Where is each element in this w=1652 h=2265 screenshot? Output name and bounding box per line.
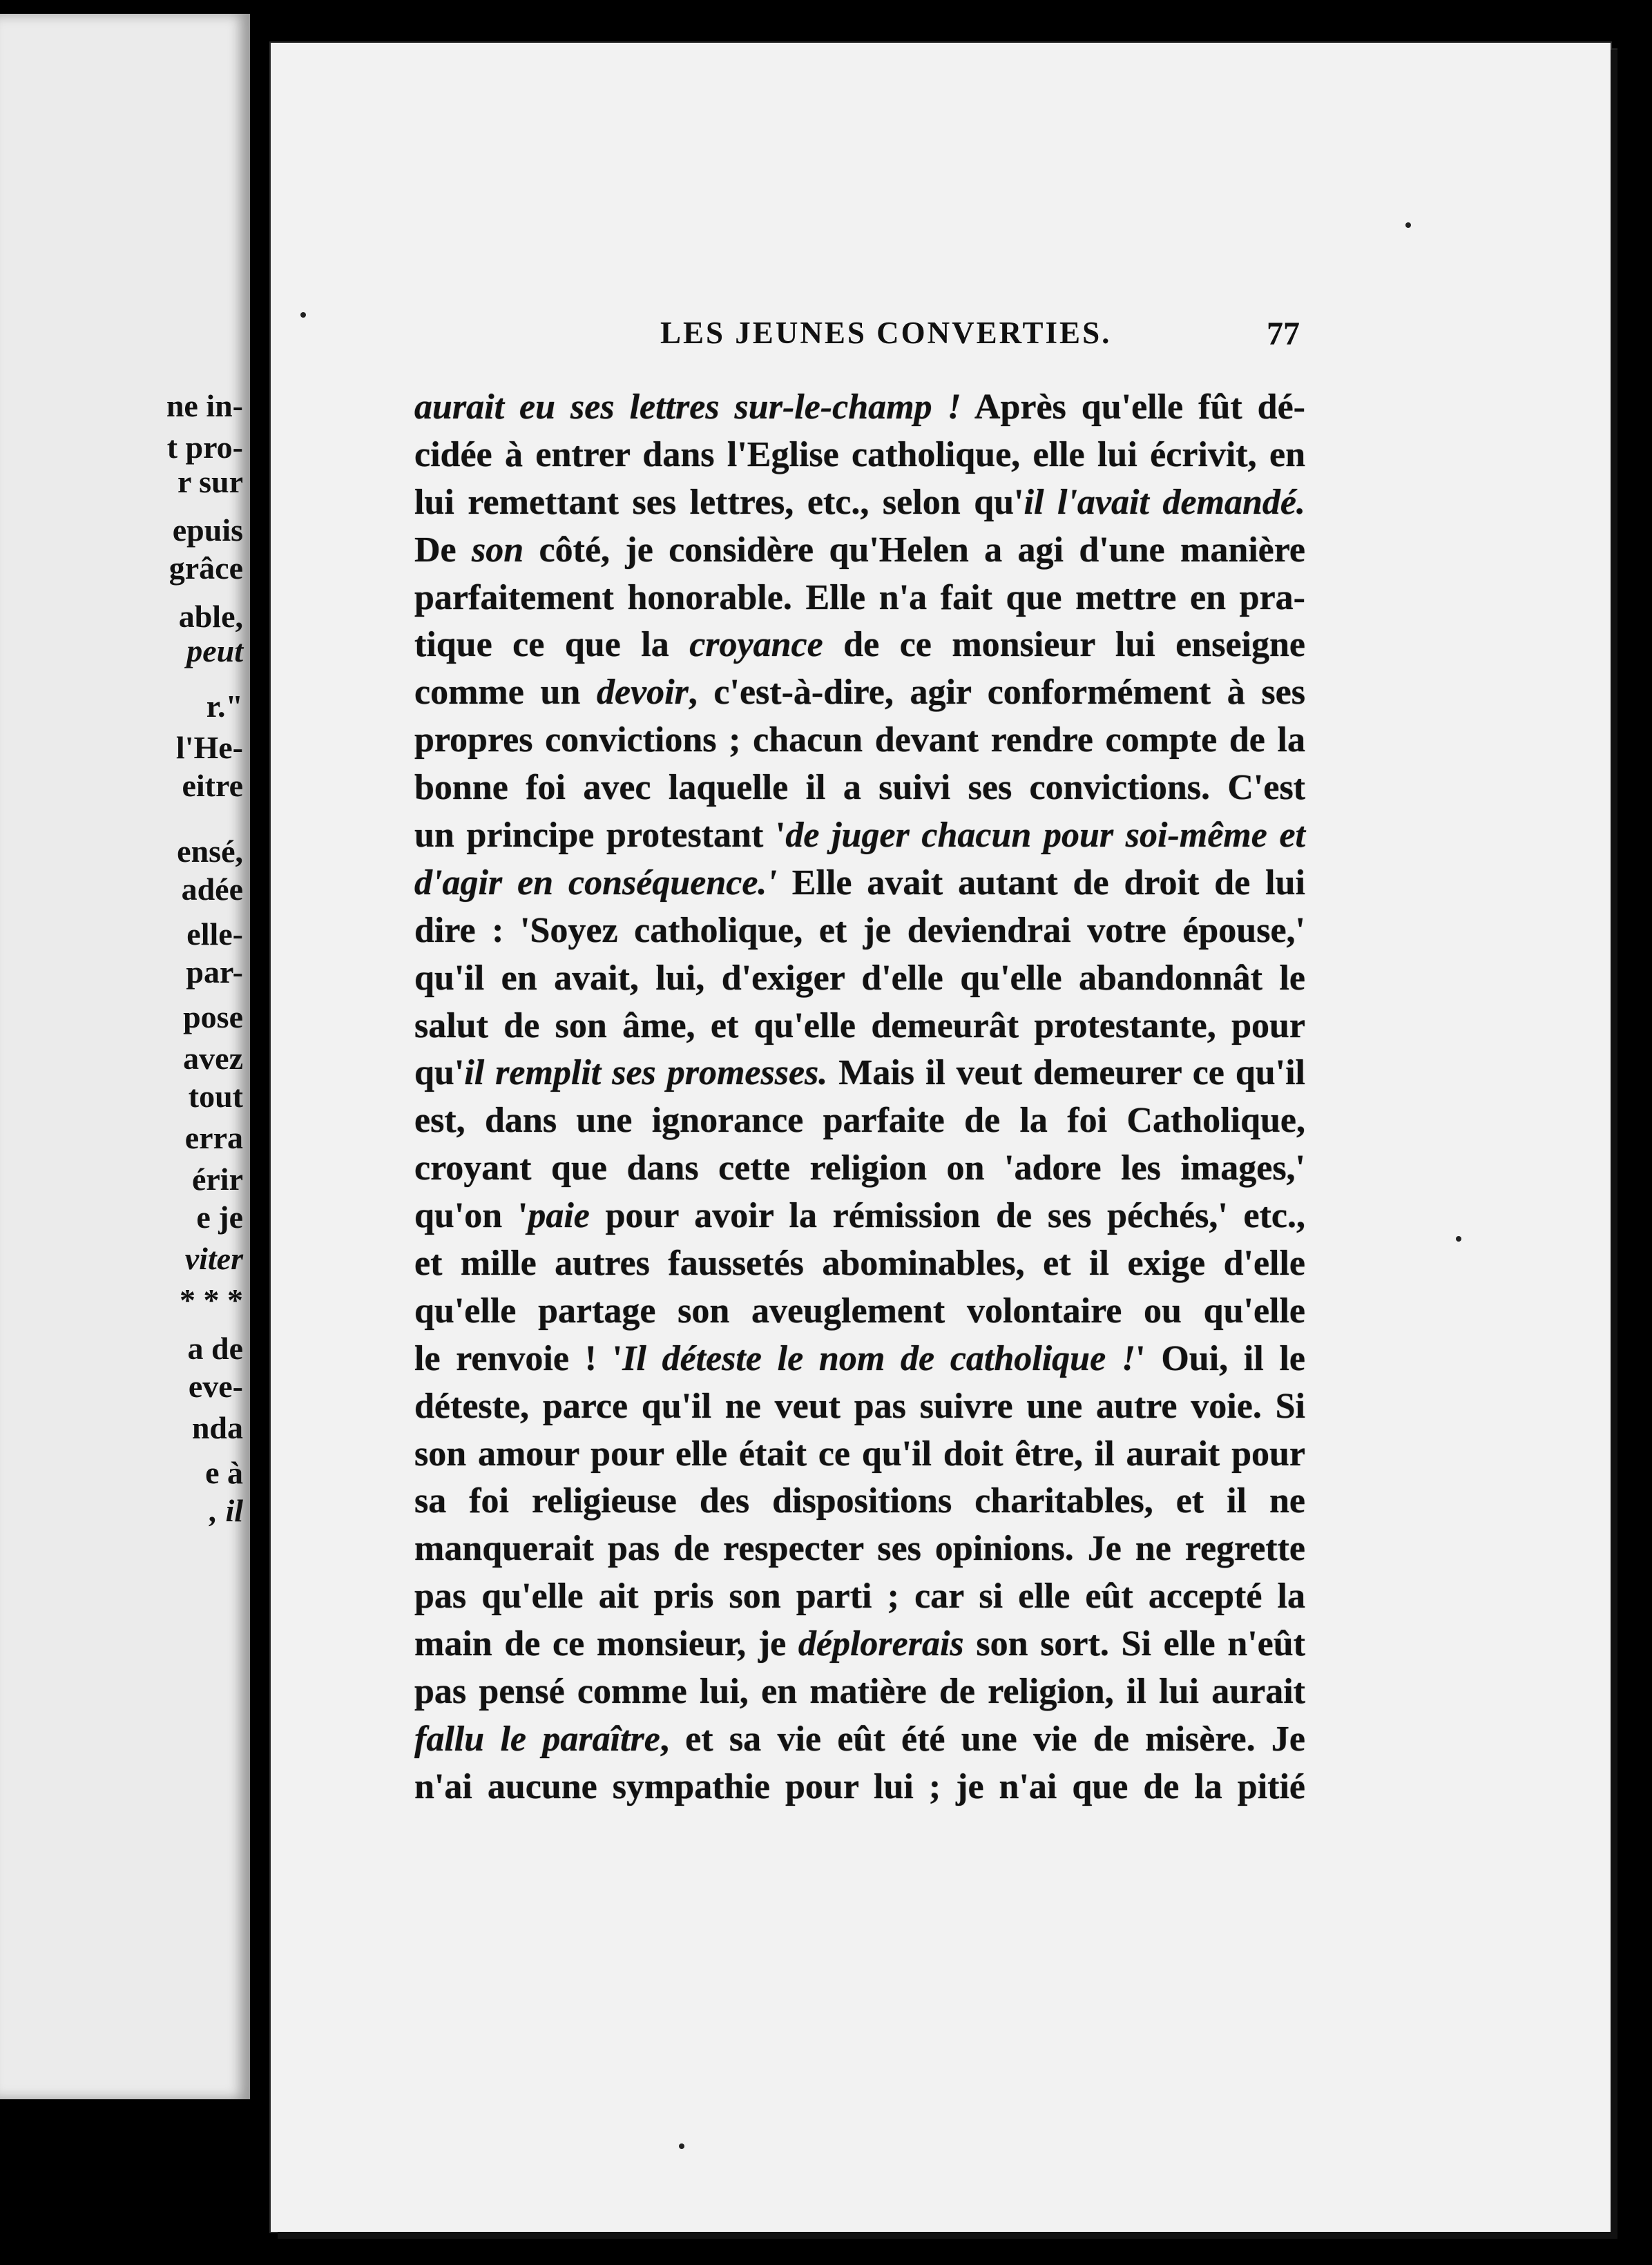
italic-run: Il déteste le nom de catholique ! bbox=[622, 1338, 1136, 1378]
text-run: déteste, parce qu'il ne veut pas suivre une autre voie. Si bbox=[414, 1386, 1305, 1426]
previous-page-line: l'He- bbox=[175, 730, 243, 765]
previous-page-line: , il bbox=[209, 1493, 243, 1528]
text-run: croyant que dans cette religion on 'adore les images,' bbox=[414, 1148, 1305, 1188]
text-line bbox=[414, 575, 1305, 622]
ink-speck bbox=[1456, 1236, 1461, 1242]
text-run: qu'elle partage son aveuglement volontaire ou qu'elle bbox=[414, 1291, 1305, 1331]
text-run: pas qu'elle ait pris son parti ; car si elle eût accepté la bbox=[414, 1577, 1305, 1617]
text-run: comme un bbox=[414, 673, 597, 713]
text-line bbox=[414, 527, 1305, 575]
text-line bbox=[414, 1336, 1305, 1383]
text-line bbox=[414, 669, 1305, 717]
previous-page-line: t pro- bbox=[166, 430, 243, 465]
previous-page-line: erra bbox=[184, 1120, 243, 1155]
italic-run: fallu le paraître bbox=[414, 1719, 660, 1759]
text-run: son sort. Si elle n'eût bbox=[963, 1624, 1305, 1664]
previous-page-line: a de bbox=[187, 1331, 243, 1366]
previous-page-line: tout bbox=[188, 1079, 243, 1114]
text-run: qu'on ' bbox=[414, 1196, 528, 1236]
text-line bbox=[414, 717, 1305, 764]
previous-page-line: peut bbox=[186, 633, 243, 668]
italic-run: de juger chacun pour soi-même et bbox=[785, 816, 1305, 856]
previous-page-line: ensé, bbox=[177, 833, 243, 869]
text-run: salut de son âme, et qu'elle demeurât protestante, pour bbox=[414, 1005, 1305, 1045]
previous-page-line: nda bbox=[191, 1410, 243, 1445]
text-line bbox=[414, 1621, 1305, 1668]
text-run: cidée à entrer dans l'Eglise catholique, elle lui écrivit, en bbox=[414, 434, 1305, 474]
text-run: Mais il veut demeurer ce qu'il bbox=[827, 1053, 1306, 1093]
text-line bbox=[414, 907, 1305, 955]
previous-page-line: grâce bbox=[169, 550, 243, 586]
previous-page-line: epuis bbox=[172, 512, 243, 548]
previous-page-line: * * * bbox=[180, 1282, 243, 1318]
body-text bbox=[414, 384, 1305, 1811]
text-line bbox=[414, 812, 1305, 860]
text-run: n'ai aucune sympathie pour lui ; je n'ai que de la pitié bbox=[414, 1766, 1305, 1806]
text-run: ' Oui, il le bbox=[1135, 1338, 1306, 1378]
text-run: est, dans une ignorance parfaite de la foi Catholique, bbox=[414, 1101, 1305, 1141]
text-run: dire : 'Soyez catholique, et je deviendrai votre épouse,' bbox=[414, 910, 1305, 950]
previous-page-line: avez bbox=[183, 1041, 243, 1076]
text-line bbox=[414, 1764, 1305, 1811]
previous-page-fragment bbox=[0, 14, 250, 2099]
previous-page-line: érir bbox=[191, 1162, 243, 1197]
page-number: 77 bbox=[1267, 316, 1300, 352]
text-line bbox=[414, 1478, 1305, 1525]
text-line bbox=[414, 1573, 1305, 1621]
previous-page-line: e à bbox=[205, 1455, 243, 1490]
text-run: un principe protestant ' bbox=[414, 816, 786, 856]
italic-run: aurait eu ses lettres sur-le-champ ! bbox=[414, 387, 961, 427]
previous-page-line: r." bbox=[206, 688, 243, 724]
previous-page-line: elle- bbox=[186, 916, 243, 952]
previous-page-line: viter bbox=[184, 1241, 243, 1276]
previous-page-line: pose bbox=[183, 999, 243, 1034]
running-head bbox=[390, 315, 1308, 356]
text-line bbox=[414, 432, 1305, 479]
text-run: De bbox=[414, 530, 472, 570]
previous-page-line: adée bbox=[181, 871, 243, 907]
previous-page-line: eve- bbox=[188, 1369, 243, 1404]
text-line bbox=[414, 1525, 1305, 1573]
text-line bbox=[414, 621, 1305, 669]
text-run: qu'il en avait, lui, d'exiger d'elle qu'elle abandonnât le bbox=[414, 958, 1305, 998]
italic-run: croyance bbox=[689, 625, 823, 665]
text-run: pour avoir la rémission de ses péchés,' etc., bbox=[589, 1196, 1306, 1236]
running-head-title: LES JEUNES CONVERTIES. bbox=[660, 316, 1112, 350]
text-line bbox=[414, 1145, 1305, 1193]
previous-page-line: r sur bbox=[177, 464, 243, 499]
text-run: tique ce que la bbox=[414, 625, 690, 665]
text-line bbox=[414, 479, 1305, 527]
text-line bbox=[414, 1097, 1305, 1145]
text-run: sa foi religieuse des dispositions charitables, et il ne bbox=[414, 1481, 1305, 1521]
italic-run: déplorerais bbox=[798, 1624, 964, 1664]
text-run: manquerait pas de respecter ses opinions. Je ne regrette bbox=[414, 1529, 1305, 1569]
text-run: de ce monsieur lui enseigne bbox=[823, 625, 1305, 665]
previous-page-line: able, bbox=[178, 599, 243, 634]
text-line bbox=[414, 1240, 1305, 1288]
italic-run: il l'avait demandé. bbox=[1024, 482, 1306, 522]
text-run: Elle avait autant de droit de lui bbox=[776, 862, 1305, 903]
text-run: propres convictions ; chacun devant rendre compte de la bbox=[414, 720, 1305, 760]
text-line bbox=[414, 1383, 1305, 1431]
text-line bbox=[414, 384, 1305, 432]
text-run: lui remettant ses lettres, etc., selon qu' bbox=[414, 482, 1024, 522]
text-line bbox=[414, 955, 1305, 1003]
text-line bbox=[414, 1716, 1305, 1764]
previous-page-line: ne in- bbox=[166, 388, 243, 423]
previous-page-line: eitre bbox=[182, 768, 243, 803]
ink-speck bbox=[679, 2143, 684, 2149]
text-line bbox=[414, 1193, 1305, 1240]
italic-run: devoir bbox=[596, 673, 689, 713]
text-run: le renvoie ! ' bbox=[414, 1338, 623, 1378]
text-run: , c'est-à-dire, agir conformément à ses bbox=[688, 673, 1305, 713]
text-line bbox=[414, 764, 1305, 812]
text-line bbox=[414, 1668, 1305, 1716]
italic-run: son bbox=[472, 530, 524, 570]
text-run: qu' bbox=[414, 1053, 465, 1093]
text-run: Après qu'elle fût dé- bbox=[961, 387, 1305, 427]
ink-speck bbox=[300, 312, 306, 318]
italic-run: paie bbox=[528, 1196, 590, 1236]
text-run: son amour pour elle était ce qu'il doit être, il aurait pour bbox=[414, 1434, 1305, 1474]
previous-page-line: e je bbox=[196, 1199, 243, 1235]
italic-run: il remplit ses promesses. bbox=[464, 1053, 828, 1093]
text-run: bonne foi avec laquelle il a suivi ses convictions. C'est bbox=[414, 768, 1305, 808]
text-run: , et sa vie eût été une vie de misère. Je bbox=[660, 1719, 1306, 1759]
text-run: côté, je considère qu'Helen a agi d'une manière bbox=[524, 530, 1305, 570]
text-line bbox=[414, 860, 1305, 907]
text-run: main de ce monsieur, je bbox=[414, 1624, 798, 1664]
text-line bbox=[414, 1003, 1305, 1050]
text-run: et mille autres faussetés abominables, et il exige d'elle bbox=[414, 1244, 1305, 1284]
ink-speck bbox=[1405, 222, 1411, 228]
text-run: pas pensé comme lui, en matière de religion, il lui aurait bbox=[414, 1672, 1305, 1712]
italic-run: d'agir en conséquence.' bbox=[414, 862, 777, 903]
previous-page-line: par- bbox=[186, 954, 243, 990]
text-run: parfaitement honorable. Elle n'a fait que mettre en pra- bbox=[414, 577, 1305, 617]
text-line bbox=[414, 1050, 1305, 1097]
text-line bbox=[414, 1431, 1305, 1478]
text-line bbox=[414, 1288, 1305, 1336]
